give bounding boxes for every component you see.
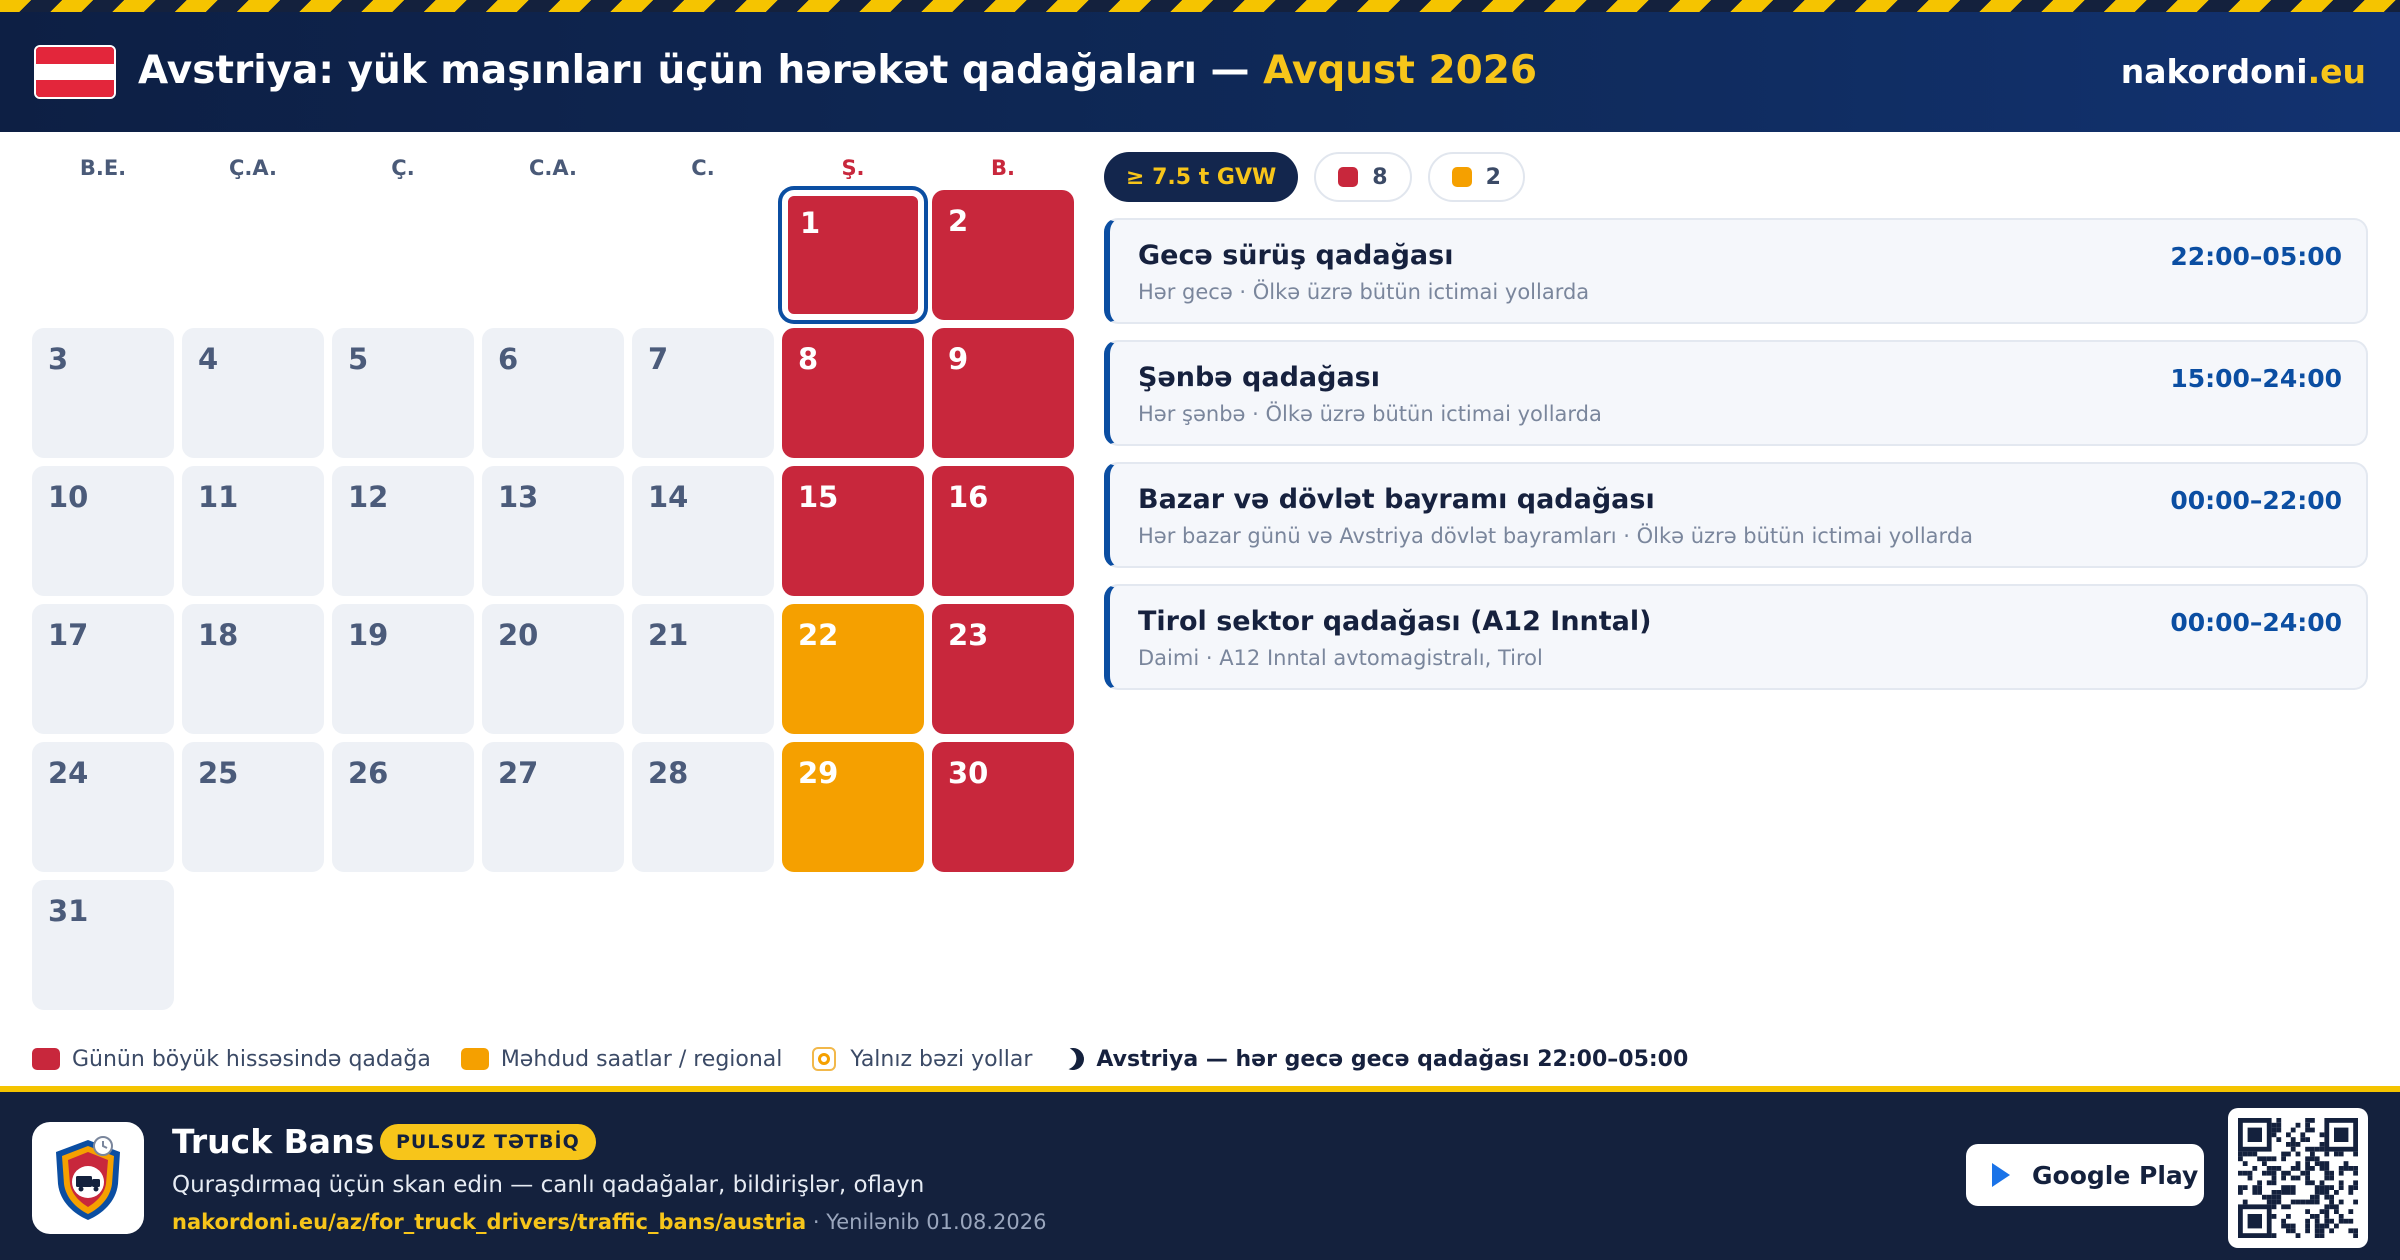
header-bar [0,12,2400,132]
brand-tld: .eu [2307,52,2366,91]
red-count: 8 [1372,164,1388,190]
calendar-day[interactable]: 11 [182,466,324,596]
rule-time: 00:00–22:00 [2170,486,2342,515]
legend-red [32,1047,431,1072]
source-line [172,1210,1046,1234]
calendar-day[interactable]: 18 [182,604,324,734]
orange-count-chip[interactable] [1428,152,1525,202]
brand-main: nakordoni [2120,52,2308,91]
red-square-icon [1338,167,1358,187]
legend-night-label: Avstriya — hər gecə gecə qadağası 22:00–05:00 [1096,1046,1689,1072]
calendar-day[interactable]: 15 [782,466,924,596]
footer-promo [0,1092,2400,1260]
rule-desc: Hər gecə · Ölkə üzrə bütün ictimai yollarda [1138,280,1590,304]
legend-orange [461,1047,783,1072]
calendar-day[interactable]: 27 [482,742,624,872]
moon-icon [1059,1045,1087,1073]
legend-some-roads [812,1047,1032,1072]
truck-bans-app-icon[interactable] [32,1122,144,1234]
calendar-day[interactable]: 28 [632,742,774,872]
weekday-header: C. [691,156,715,180]
calendar-day[interactable]: 30 [932,742,1074,872]
calendar-day[interactable]: 9 [932,328,1074,458]
calendar-day[interactable]: 14 [632,466,774,596]
rule-card-saturday[interactable] [1104,340,2368,446]
calendar-day[interactable]: 26 [332,742,474,872]
rule-desc: Hər bazar günü və Avstriya dövlət bayramları · Ölkə üzrə bütün ictimai yollarda [1138,524,1974,548]
filter-chips [1104,152,1525,202]
rule-card-night[interactable] [1104,218,2368,324]
austria-flag-icon [34,45,116,99]
app-name: Truck Bans [172,1122,375,1161]
calendar-day[interactable]: 23 [932,604,1074,734]
weekday-header: B. [991,156,1015,180]
orange-swatch-icon [461,1048,489,1070]
legend [32,1044,1718,1074]
hazard-stripe [0,0,2400,12]
app-tagline: Quraşdırmaq üçün skan edin — canlı qadağalar, bildirişlər, oflayn [172,1172,925,1198]
title-month: Avqust 2026 [1263,48,1537,93]
gvw-filter-chip[interactable] [1104,152,1298,202]
legend-red-label: Günün böyük hissəsində qadağa [72,1046,431,1072]
calendar-day[interactable]: 19 [332,604,474,734]
legend-night [1062,1047,1688,1072]
rule-card-tirol[interactable] [1104,584,2368,690]
ring-icon [812,1047,836,1071]
weekday-header: C.A. [528,156,577,180]
gvw-label: ≥ 7.5 t GVW [1126,164,1277,190]
rule-name: Gecə sürüş qadağası [1138,240,1454,271]
calendar-day[interactable]: 21 [632,604,774,734]
rule-desc: Daimi · A12 Inntal avtomagistralı, Tirol [1138,646,1543,670]
orange-square-icon [1452,167,1472,187]
rule-name: Tirol sektor qadağası (A12 Inntal) [1138,606,1652,637]
rule-name: Bazar və dövlət bayramı qadağası [1138,484,1655,515]
legend-orange-label: Məhdud saatlar / regional [500,1046,783,1072]
brand-logo[interactable] [2121,52,2366,91]
red-count-chip[interactable] [1314,152,1411,202]
rule-card-sunday-holiday[interactable] [1104,462,2368,568]
weekday-header: Ç. [391,156,415,180]
calendar-day[interactable]: 5 [332,328,474,458]
calendar-day[interactable]: 16 [932,466,1074,596]
calendar-day[interactable]: 10 [32,466,174,596]
title-text: Avstriya: yük maşınları üçün hərəkət qadağaları — [138,48,1264,93]
calendar-day[interactable]: 24 [32,742,174,872]
free-app-badge: PULSUZ TƏTBİQ [380,1124,596,1160]
calendar-day[interactable]: 2 [932,190,1074,320]
qr-code-icon[interactable] [2228,1108,2368,1248]
calendar-day[interactable]: 6 [482,328,624,458]
play-icon [1992,1163,2010,1187]
google-play-label: Google Play [2032,1160,2199,1190]
calendar-day[interactable]: 29 [782,742,924,872]
calendar-day[interactable]: 25 [182,742,324,872]
calendar-day[interactable]: 20 [482,604,624,734]
rule-time: 15:00–24:00 [2170,364,2342,393]
calendar-day[interactable]: 17 [32,604,174,734]
calendar-day[interactable]: 31 [32,880,174,1010]
calendar-day[interactable]: 8 [782,328,924,458]
calendar-day[interactable]: 3 [32,328,174,458]
weekday-header: Ç.A. [228,156,277,180]
calendar-day[interactable]: 1 [782,190,924,320]
calendar-day[interactable]: 7 [632,328,774,458]
page-title [138,48,1537,93]
rule-desc: Hər şənbə · Ölkə üzrə bütün ictimai yollarda [1138,402,1602,426]
red-swatch-icon [32,1048,60,1070]
orange-count: 2 [1485,164,1501,190]
source-url-link[interactable]: nakordoni.eu/az/for_truck_drivers/traffic_bans/austria [172,1210,807,1234]
calendar-day[interactable]: 22 [782,604,924,734]
calendar-day[interactable]: 4 [182,328,324,458]
google-play-button[interactable] [1966,1144,2204,1206]
rule-time: 00:00–24:00 [2170,608,2342,637]
weekday-header: Ş. [841,156,865,180]
updated-date: · Yenilənib 01.08.2026 [806,1210,1047,1234]
rule-name: Şənbə qadağası [1138,362,1380,393]
weekday-header: B.E. [79,156,127,180]
calendar-day[interactable]: 12 [332,466,474,596]
calendar-day[interactable]: 13 [482,466,624,596]
legend-some-roads-label: Yalnız bəzi yollar [850,1046,1033,1072]
rule-time: 22:00–05:00 [2170,242,2342,271]
